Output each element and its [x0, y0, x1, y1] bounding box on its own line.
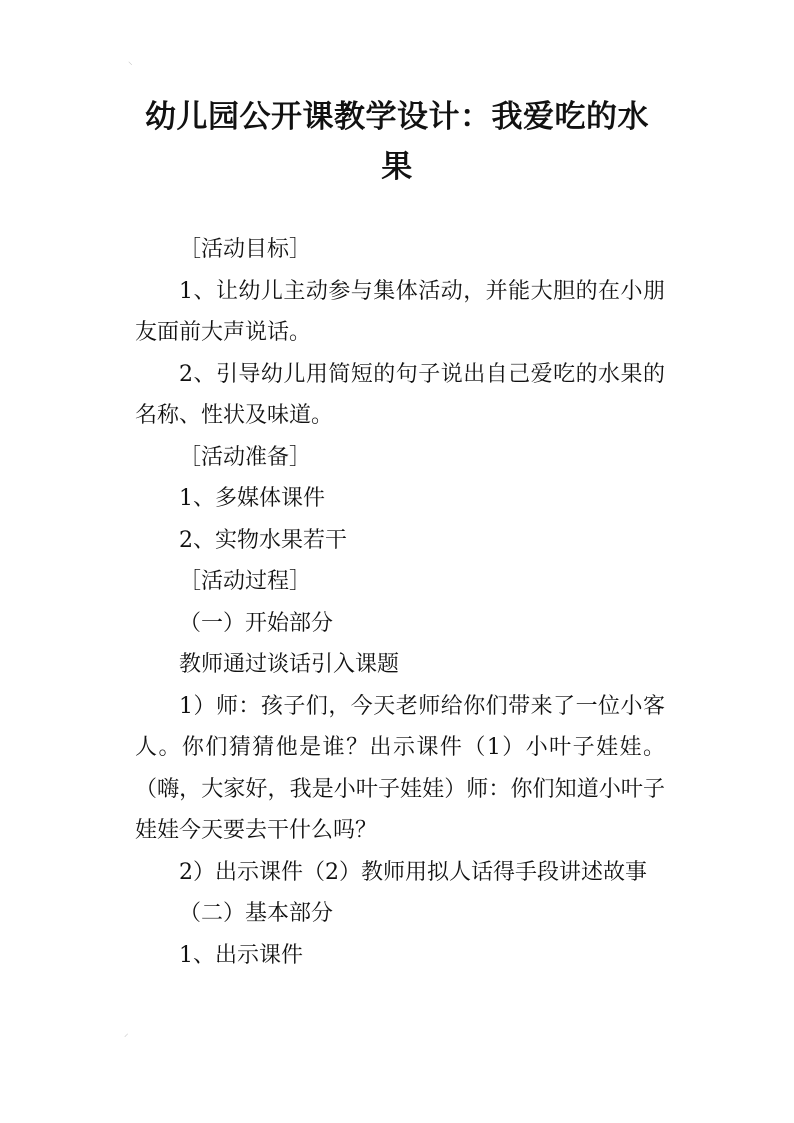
section-heading-preparation: ［活动准备］: [179, 444, 312, 470]
paragraph: 1）师：孩子们，今天老师给你们带来了一位小客人。你们猜猜他是谁？出示课件（1）小叶子娃娃。（嗨，大家好，我是小叶子娃娃）师：你们知道小叶子娃娃今天要去干什么吗？: [135, 693, 665, 843]
corner-mark-top: ⸌: [128, 61, 133, 71]
paragraph: 2）出示课件（2）教师用拟人话得手段讲述故事: [179, 859, 647, 885]
corner-mark-bottom: ⸍: [124, 1033, 129, 1043]
paragraph: 1、多媒体课件: [179, 486, 325, 511]
paragraph: 教师通过谈话引入课题: [179, 652, 400, 677]
section-heading-process: ［活动过程］: [179, 569, 312, 594]
document-body: [135, 229, 665, 976]
section-heading-goals: ［活动目标］: [179, 237, 312, 262]
paragraph: 1、让幼儿主动参与集体活动，并能大胆的在小朋友面前大声说话。: [135, 278, 665, 345]
subsection-heading: （二）基本部分: [179, 901, 334, 926]
document-title: 幼儿园公开课教学设计：我爱吃的水果: [145, 99, 649, 185]
paragraph: 2、实物水果若干: [179, 527, 347, 553]
subsection-heading: （一）开始部分: [179, 610, 334, 636]
paragraph: 2、引导幼儿用简短的句子说出自己爱吃的水果的名称、性状及味道。: [135, 361, 665, 428]
paragraph: 1、出示课件: [179, 942, 303, 968]
